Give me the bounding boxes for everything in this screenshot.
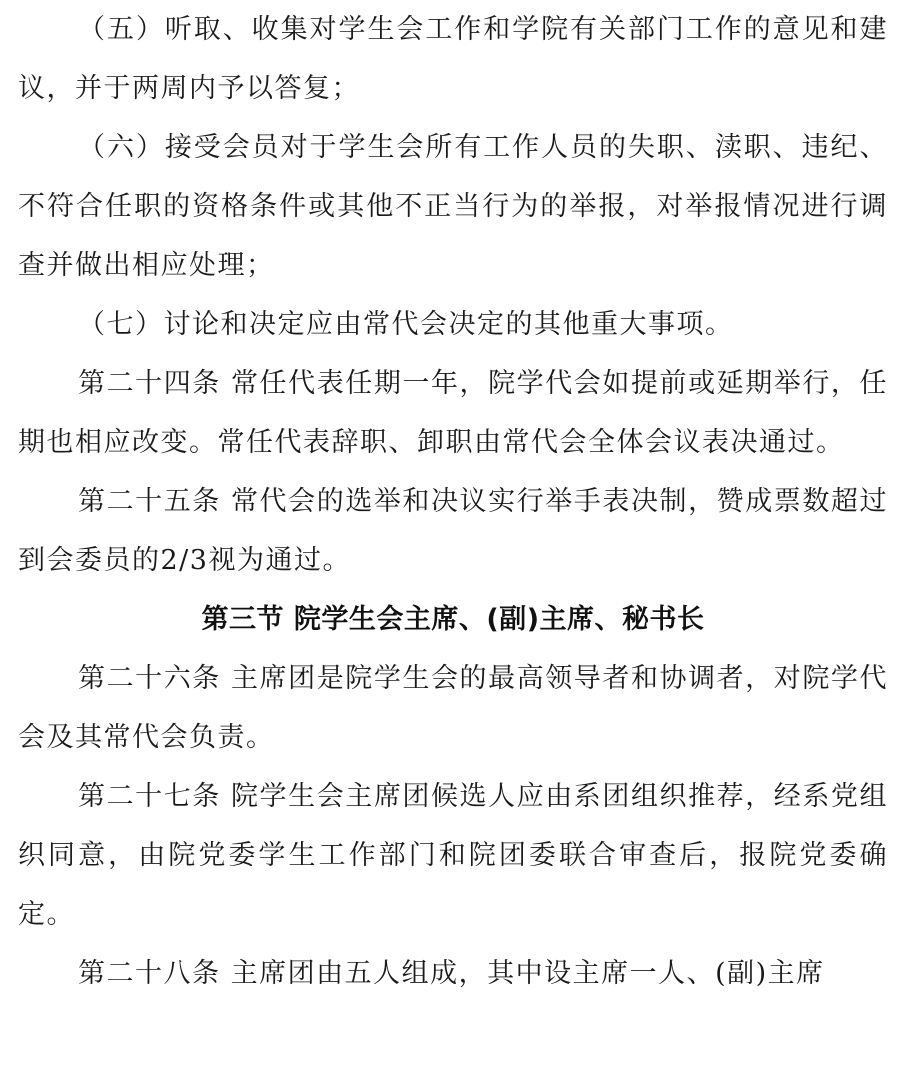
paragraph-item-5: （五）听取、收集对学生会工作和学院有关部门工作的意见和建议，并于两周内予以答复；	[18, 14, 888, 104]
paragraph-article-28: 第二十八条 主席团由五人组成，其中设主席一人、(副)主席	[78, 958, 825, 989]
paragraph-article-24: 第二十四条 常任代表任期一年，院学代会如提前或延期举行，任期也相应改变。常任代表辞职、卸职由常代会全体会议表决通过。	[18, 368, 888, 458]
paragraph-article-26: 第二十六条 主席团是院学生会的最高领导者和协调者，对院学代会及其常代会负责。	[18, 663, 888, 753]
document-page	[18, 0, 888, 1003]
paragraph-article-25: 第二十五条 常代会的选举和决议实行举手表决制，赞成票数超过到会委员的2/3视为通过。	[18, 486, 888, 576]
paragraph-item-7: （七）讨论和决定应由常代会决定的其他重大事项。	[78, 309, 734, 340]
paragraph-item-6: （六）接受会员对于学生会所有工作人员的失职、渎职、违纪、不符合任职的资格条件或其他不正当行为的举报，对举报情况进行调查并做出相应处理；	[18, 132, 888, 281]
paragraph-article-27: 第二十七条 院学生会主席团候选人应由系团组织推荐，经系党组织同意，由院党委学生工作部门和院团委联合审查后，报院党委确定。	[18, 781, 888, 930]
section-heading: 第三节 院学生会主席、(副)主席、秘书长	[201, 604, 705, 635]
